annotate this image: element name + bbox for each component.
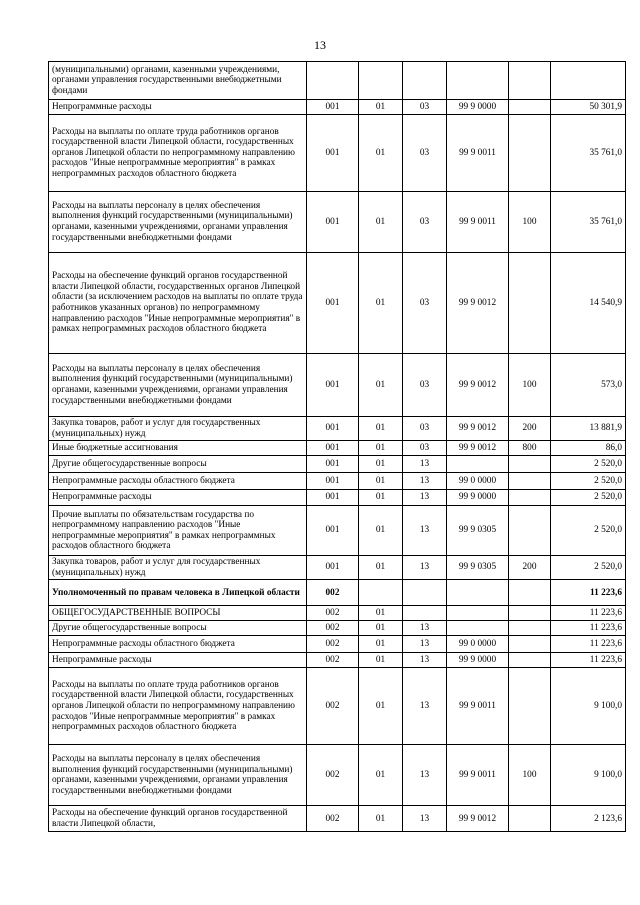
table-row xyxy=(49,745,626,806)
row-pr-cell: 13 xyxy=(403,473,447,490)
row-sum-cell: 11 223,6 xyxy=(551,621,626,636)
row-rz-cell: 01 xyxy=(359,621,403,636)
table-row xyxy=(49,115,626,192)
row-rz-cell: 01 xyxy=(359,806,403,832)
row-name-cell: Расходы на обеспечение функций органов государственной власти Липецкой области, государственных органов Липецкой области (за исключением расходов на выплаты по оплате труда работников указанных органов) по непрограммному направлению расходов "Иные непрограммные мероприятия" в рамках непрограммных расходов областного бюджета xyxy=(49,253,307,354)
row-ved-cell: 002 xyxy=(307,636,359,653)
row-rz-cell: 01 xyxy=(359,473,403,490)
table-row xyxy=(49,62,626,100)
row-pr-cell: 03 xyxy=(403,115,447,192)
table-row xyxy=(49,806,626,832)
row-pr-cell: 13 xyxy=(403,636,447,653)
row-vr-cell xyxy=(509,62,551,100)
row-pr-cell: 13 xyxy=(403,745,447,806)
row-csr-cell: 99 9 0305 xyxy=(447,556,509,580)
row-vr-cell xyxy=(509,806,551,832)
row-pr-cell: 03 xyxy=(403,253,447,354)
budget-table xyxy=(48,61,626,832)
row-rz-cell: 01 xyxy=(359,115,403,192)
row-ved-cell: 002 xyxy=(307,580,359,606)
row-ved-cell: 001 xyxy=(307,490,359,506)
row-csr-cell: 99 9 0011 xyxy=(447,192,509,253)
budget-table-body xyxy=(49,62,626,832)
row-name-cell: Непрограммные расходы областного бюджета xyxy=(49,473,307,490)
row-vr-cell xyxy=(509,506,551,556)
table-row xyxy=(49,506,626,556)
row-sum-cell: 573,0 xyxy=(551,354,626,417)
row-vr-cell xyxy=(509,636,551,653)
row-csr-cell xyxy=(447,456,509,473)
row-pr-cell: 13 xyxy=(403,621,447,636)
row-csr-cell: 99 9 0012 xyxy=(447,806,509,832)
row-vr-cell xyxy=(509,473,551,490)
row-vr-cell xyxy=(509,115,551,192)
table-row xyxy=(49,668,626,745)
row-csr-cell xyxy=(447,621,509,636)
row-rz-cell: 01 xyxy=(359,636,403,653)
row-name-cell: Закупка товаров, работ и услуг для государственных (муниципальных) нужд xyxy=(49,417,307,441)
row-name-cell: Другие общегосударственные вопросы xyxy=(49,456,307,473)
row-sum-cell: 50 301,9 xyxy=(551,100,626,115)
row-rz-cell: 01 xyxy=(359,456,403,473)
row-csr-cell: 99 9 0011 xyxy=(447,115,509,192)
row-sum-cell: 2 520,0 xyxy=(551,490,626,506)
row-sum-cell: 2 520,0 xyxy=(551,456,626,473)
row-ved-cell: 001 xyxy=(307,417,359,441)
row-pr-cell: 03 xyxy=(403,417,447,441)
row-rz-cell xyxy=(359,62,403,100)
row-name-cell: Расходы на выплаты по оплате труда работников органов государственной власти Липецкой области, государственных органов Липецкой области по непрограммному направлению расходов "Иные непрограммные мероприятия" в рамках непрограммных расходов областного бюджета xyxy=(49,668,307,745)
row-pr-cell: 13 xyxy=(403,456,447,473)
row-pr-cell: 13 xyxy=(403,490,447,506)
row-ved-cell: 001 xyxy=(307,556,359,580)
row-vr-cell xyxy=(509,668,551,745)
row-pr-cell: 03 xyxy=(403,100,447,115)
row-ved-cell: 002 xyxy=(307,745,359,806)
row-pr-cell: 13 xyxy=(403,806,447,832)
row-vr-cell xyxy=(509,456,551,473)
row-pr-cell: 13 xyxy=(403,653,447,668)
row-vr-cell xyxy=(509,490,551,506)
row-sum-cell: 14 540,9 xyxy=(551,253,626,354)
row-ved-cell: 001 xyxy=(307,354,359,417)
row-rz-cell: 01 xyxy=(359,192,403,253)
row-ved-cell: 002 xyxy=(307,606,359,621)
row-rz-cell: 01 xyxy=(359,441,403,456)
row-pr-cell xyxy=(403,62,447,100)
row-name-cell: Расходы на обеспечение функций органов государственной власти Липецкой области, xyxy=(49,806,307,832)
row-sum-cell: 2 520,0 xyxy=(551,473,626,490)
row-csr-cell: 99 9 0012 xyxy=(447,253,509,354)
row-rz-cell: 01 xyxy=(359,100,403,115)
row-rz-cell: 01 xyxy=(359,417,403,441)
row-vr-cell: 100 xyxy=(509,192,551,253)
row-csr-cell xyxy=(447,580,509,606)
row-name-cell: Иные бюджетные ассигнования xyxy=(49,441,307,456)
row-csr-cell: 99 9 0000 xyxy=(447,653,509,668)
row-csr-cell: 99 9 0011 xyxy=(447,745,509,806)
row-pr-cell: 13 xyxy=(403,506,447,556)
row-csr-cell: 99 9 0305 xyxy=(447,506,509,556)
row-pr-cell: 13 xyxy=(403,668,447,745)
row-vr-cell xyxy=(509,100,551,115)
row-ved-cell: 002 xyxy=(307,668,359,745)
row-vr-cell xyxy=(509,653,551,668)
row-ved-cell: 001 xyxy=(307,253,359,354)
row-sum-cell: 35 761,0 xyxy=(551,115,626,192)
row-sum-cell: 9 100,0 xyxy=(551,745,626,806)
row-sum-cell: 11 223,6 xyxy=(551,636,626,653)
row-csr-cell: 99 9 0000 xyxy=(447,490,509,506)
row-vr-cell: 100 xyxy=(509,354,551,417)
row-vr-cell xyxy=(509,606,551,621)
row-rz-cell: 01 xyxy=(359,606,403,621)
row-rz-cell: 01 xyxy=(359,653,403,668)
row-ved-cell: 002 xyxy=(307,806,359,832)
row-sum-cell: 2 520,0 xyxy=(551,556,626,580)
row-ved-cell: 001 xyxy=(307,115,359,192)
row-ved-cell: 001 xyxy=(307,441,359,456)
row-name-cell: Прочие выплаты по обязательствам государства по непрограммному направлению расходов "Иные непрограммные мероприятия" в рамках непрограммных расходов областного бюджета xyxy=(49,506,307,556)
row-sum-cell: 11 223,6 xyxy=(551,653,626,668)
row-name-cell: Уполномоченный по правам человека в Липецкой области xyxy=(49,580,307,606)
row-ved-cell: 001 xyxy=(307,473,359,490)
row-sum-cell: 11 223,6 xyxy=(551,606,626,621)
row-sum-cell xyxy=(551,62,626,100)
row-name-cell: (муниципальными) органами, казенными учреждениями, органами управления государственными внебюджетными фондами xyxy=(49,62,307,100)
row-rz-cell: 01 xyxy=(359,253,403,354)
table-row xyxy=(49,606,626,621)
row-ved-cell: 002 xyxy=(307,621,359,636)
row-name-cell: Расходы на выплаты персоналу в целях обеспечения выполнения функций государственными (муниципальными) органами, казенными учреждениями, органами управления государственными внебюджетными фондами xyxy=(49,192,307,253)
row-vr-cell xyxy=(509,621,551,636)
row-csr-cell xyxy=(447,606,509,621)
row-csr-cell xyxy=(447,62,509,100)
row-rz-cell: 01 xyxy=(359,668,403,745)
row-name-cell: Непрограммные расходы xyxy=(49,490,307,506)
row-vr-cell: 200 xyxy=(509,556,551,580)
row-sum-cell: 13 881,9 xyxy=(551,417,626,441)
row-vr-cell xyxy=(509,580,551,606)
row-ved-cell xyxy=(307,62,359,100)
row-sum-cell: 2 123,6 xyxy=(551,806,626,832)
table-row xyxy=(49,253,626,354)
row-ved-cell: 001 xyxy=(307,100,359,115)
row-pr-cell xyxy=(403,580,447,606)
row-name-cell: Расходы на выплаты по оплате труда работников органов государственной власти Липецкой области, государственных органов Липецкой области по непрограммному направлению расходов "Иные непрограммные мероприятия" в рамках непрограммных расходов областного бюджета xyxy=(49,115,307,192)
row-pr-cell: 03 xyxy=(403,354,447,417)
table-row xyxy=(49,621,626,636)
row-rz-cell: 01 xyxy=(359,556,403,580)
table-row xyxy=(49,580,626,606)
row-pr-cell: 13 xyxy=(403,556,447,580)
row-csr-cell: 99 9 0011 xyxy=(447,668,509,745)
row-rz-cell: 01 xyxy=(359,506,403,556)
row-name-cell: Расходы на выплаты персоналу в целях обеспечения выполнения функций государственными (муниципальными) органами, казенными учреждениями, органами управления государственными внебюджетными фондами xyxy=(49,745,307,806)
table-row xyxy=(49,556,626,580)
row-sum-cell: 35 761,0 xyxy=(551,192,626,253)
row-csr-cell: 99 0 0000 xyxy=(447,636,509,653)
row-rz-cell: 01 xyxy=(359,354,403,417)
row-rz-cell xyxy=(359,580,403,606)
row-ved-cell: 001 xyxy=(307,456,359,473)
row-ved-cell: 002 xyxy=(307,653,359,668)
table-row xyxy=(49,100,626,115)
row-csr-cell: 99 9 0012 xyxy=(447,354,509,417)
row-vr-cell: 100 xyxy=(509,745,551,806)
row-vr-cell: 800 xyxy=(509,441,551,456)
row-sum-cell: 9 100,0 xyxy=(551,668,626,745)
row-sum-cell: 86,0 xyxy=(551,441,626,456)
table-row xyxy=(49,192,626,253)
table-row xyxy=(49,473,626,490)
row-pr-cell: 03 xyxy=(403,192,447,253)
row-name-cell: Расходы на выплаты персоналу в целях обеспечения выполнения функций государственными (муниципальными) органами, казенными учреждениями, органами управления государственными внебюджетными фондами xyxy=(49,354,307,417)
table-row xyxy=(49,354,626,417)
row-name-cell: ОБЩЕГОСУДАРСТВЕННЫЕ ВОПРОСЫ xyxy=(49,606,307,621)
row-sum-cell: 2 520,0 xyxy=(551,506,626,556)
row-pr-cell xyxy=(403,606,447,621)
row-csr-cell: 99 9 0012 xyxy=(447,417,509,441)
row-csr-cell: 99 9 0012 xyxy=(447,441,509,456)
table-row xyxy=(49,441,626,456)
row-name-cell: Непрограммные расходы xyxy=(49,100,307,115)
table-row xyxy=(49,490,626,506)
row-csr-cell: 99 0 0000 xyxy=(447,473,509,490)
row-ved-cell: 001 xyxy=(307,506,359,556)
row-name-cell: Непрограммные расходы областного бюджета xyxy=(49,636,307,653)
row-name-cell: Закупка товаров, работ и услуг для государственных (муниципальных) нужд xyxy=(49,556,307,580)
row-vr-cell xyxy=(509,253,551,354)
row-name-cell: Непрограммные расходы xyxy=(49,653,307,668)
table-row xyxy=(49,417,626,441)
row-rz-cell: 01 xyxy=(359,745,403,806)
row-rz-cell: 01 xyxy=(359,490,403,506)
table-row xyxy=(49,653,626,668)
row-sum-cell: 11 223,6 xyxy=(551,580,626,606)
table-row xyxy=(49,636,626,653)
row-ved-cell: 001 xyxy=(307,192,359,253)
table-row xyxy=(49,456,626,473)
row-vr-cell: 200 xyxy=(509,417,551,441)
page-number: 13 xyxy=(314,38,326,52)
row-pr-cell: 03 xyxy=(403,441,447,456)
row-csr-cell: 99 9 0000 xyxy=(447,100,509,115)
row-name-cell: Другие общегосударственные вопросы xyxy=(49,621,307,636)
